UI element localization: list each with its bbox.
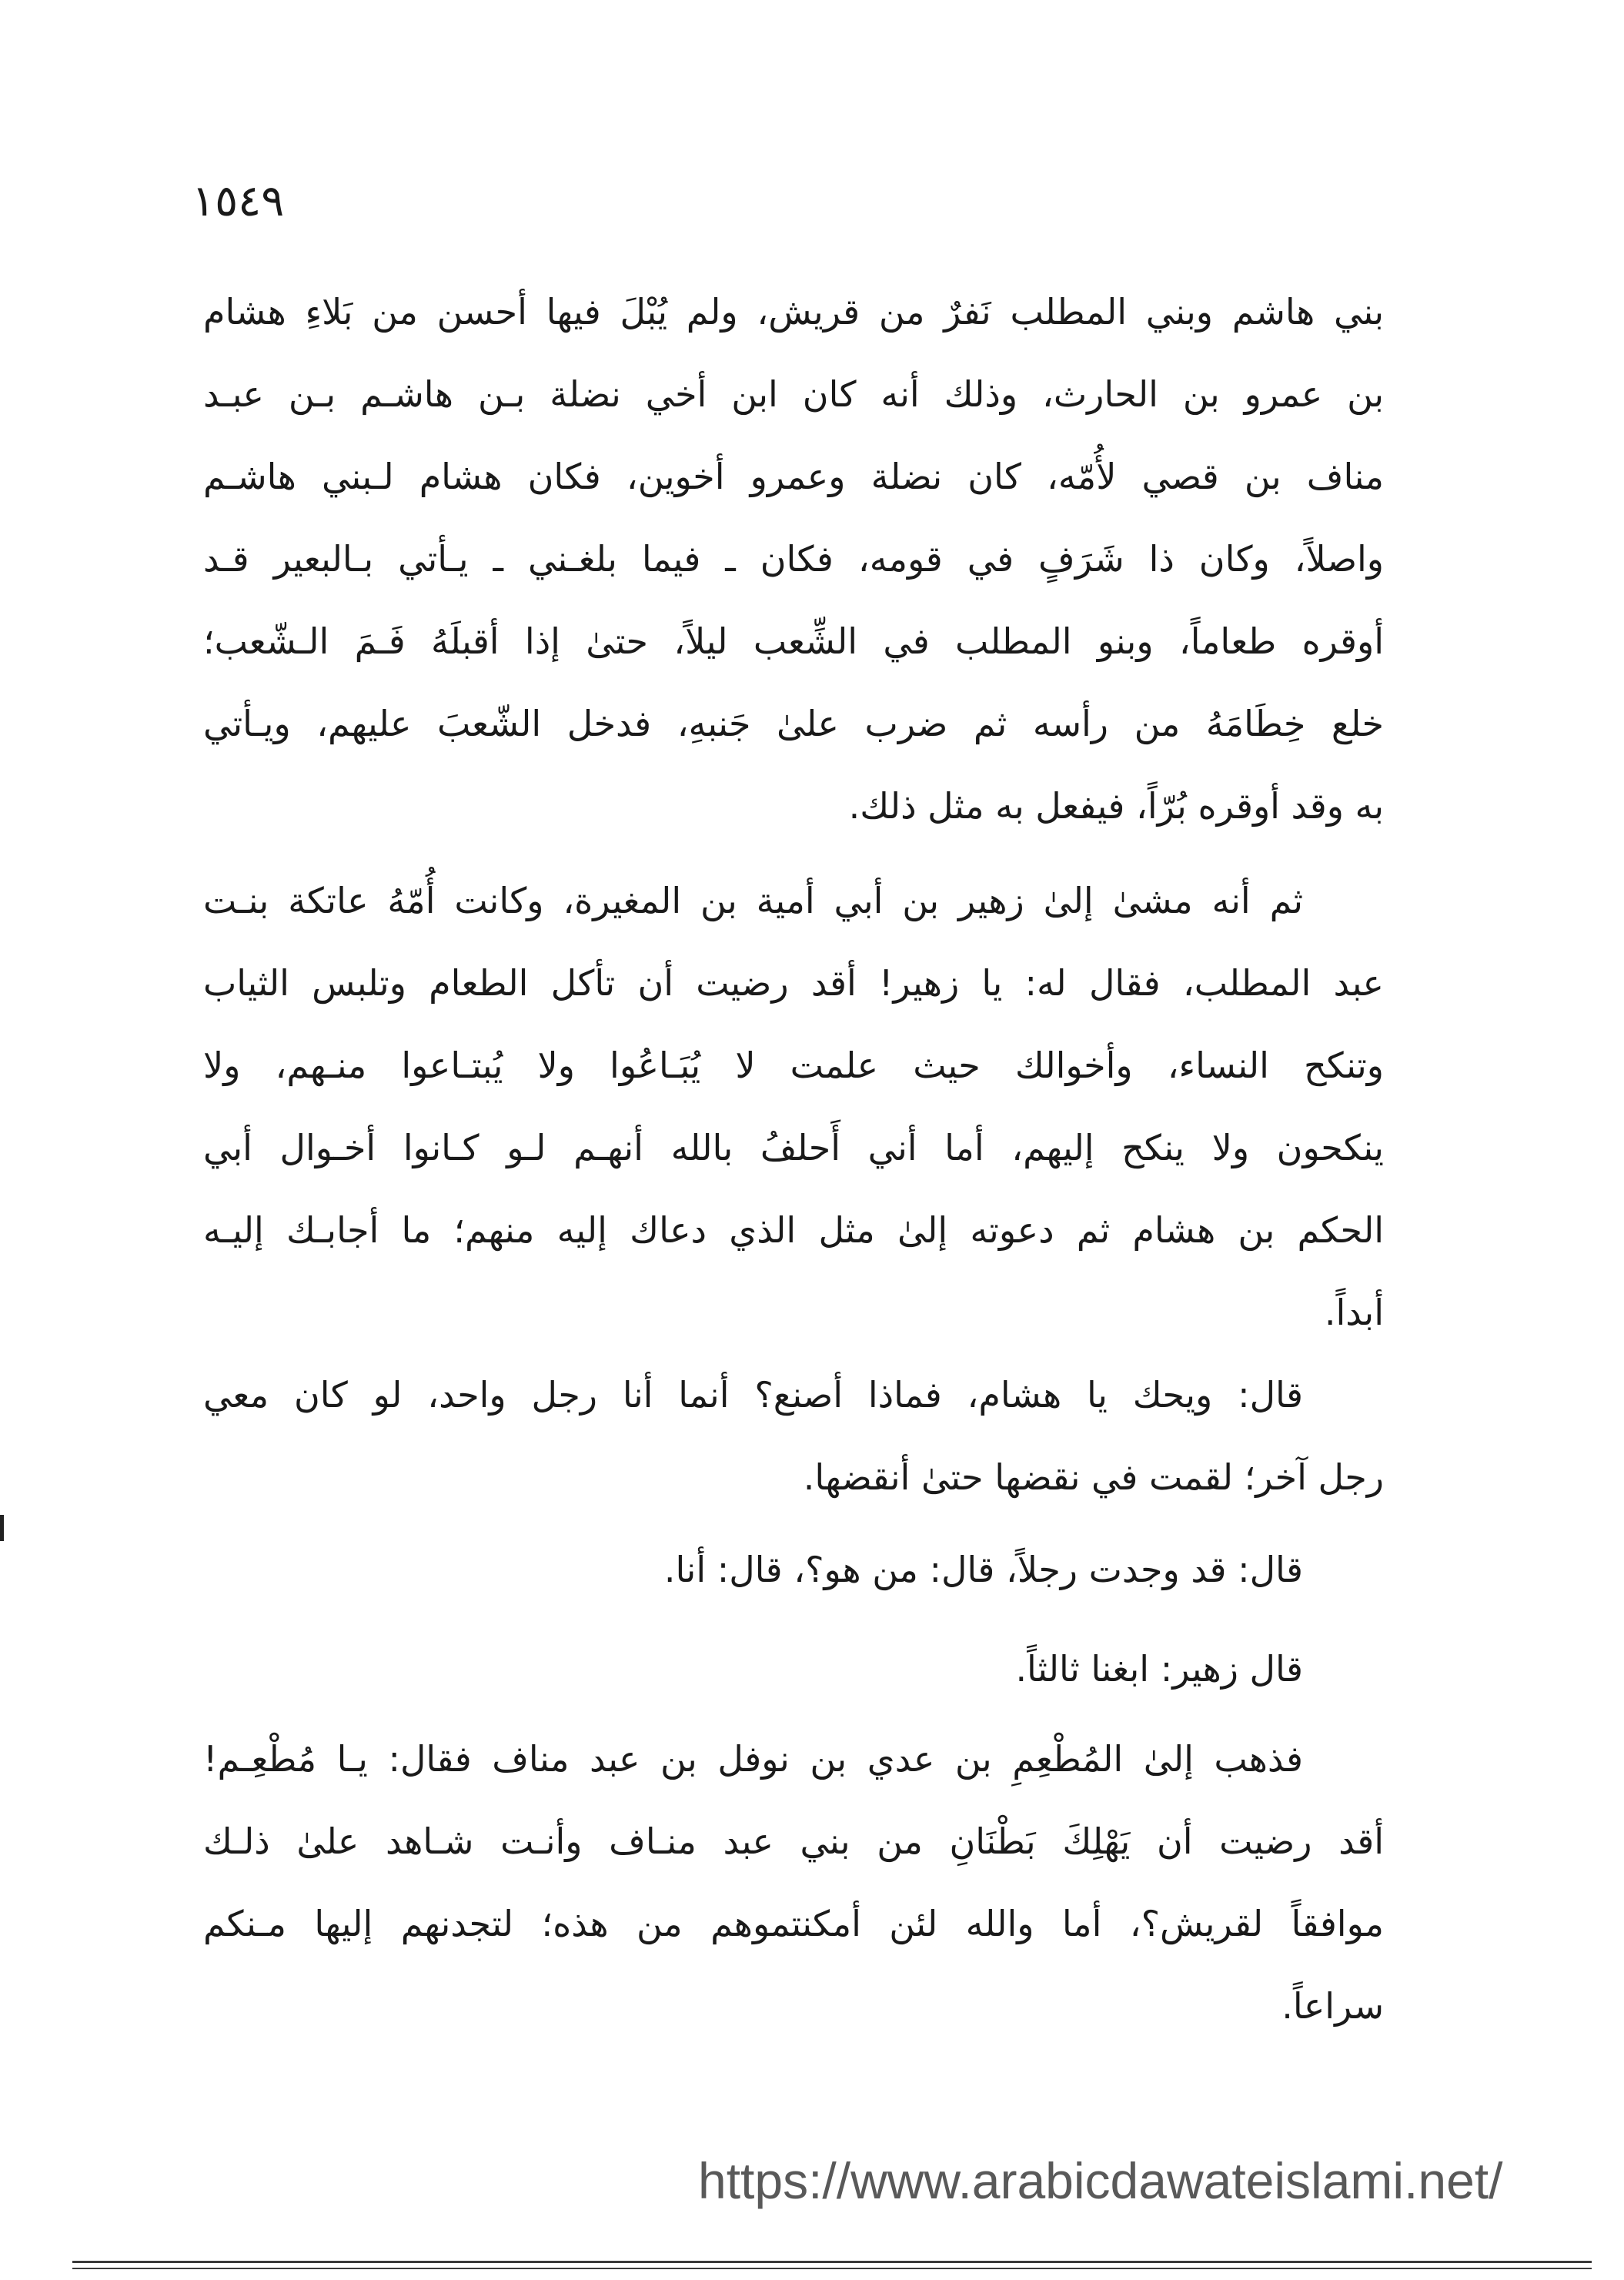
- text-line: بني هاشم وبني المطلب نَفرٌ من قريش، ولم يُبْلَ فيها أحسن من بَلاءِ هشام: [203, 291, 1384, 333]
- text-line: قال: ويحك يا هشام، فماذا أصنع؟ أنما أنا رجل واحد، لو كان معي: [203, 1374, 1303, 1416]
- text-line: خلع خِطَامَهُ من رأسه ثم ضرب علىٰ جَنبهِ، فدخل الشّعبَ عليهم، ويـأتي: [203, 703, 1384, 744]
- page-number: ١٥٤٩: [192, 176, 285, 226]
- text-line: أبداً.: [1324, 1292, 1384, 1333]
- text-line: فذهب إلىٰ المُطْعِمِ بن عدي بن نوفل بن عبد مناف فقال: يـا مُطْعِـم!: [203, 1738, 1303, 1780]
- scan-edge-mark: [0, 1515, 4, 1541]
- text-line: وتنكح النساء، وأخوالك حيث علمت لا يُبَـاعُوا ولا يُبتـاعوا منـهم، ولا: [203, 1045, 1384, 1086]
- paragraph: [203, 1718, 1384, 2048]
- paragraph: [203, 860, 1384, 1354]
- text-line: بن عمرو بن الحارث، وذلك أنه كان ابن أخي نضلة بـن هاشـم بـن عبـد: [203, 373, 1384, 415]
- text-line: رجل آخر؛ لقمت في نقضها حتىٰ أنقضها.: [803, 1456, 1384, 1498]
- text-line: ثم أنه مشىٰ إلىٰ زهير بن أبي أمية بن المغيرة، وكانت أُمّهُ عاتكة بنـت: [203, 880, 1303, 921]
- text-line: سراعاً.: [1281, 1985, 1384, 2027]
- text-line: قال: قد وجدت رجلاً، قال: من هو؟، قال: أنا.: [663, 1549, 1303, 1590]
- text-line: مناف بن قصي لأُمّه، كان نضلة وعمرو أخوين، فكان هشام لـبني هاشـم: [203, 456, 1384, 497]
- paragraph: [203, 1529, 1384, 1611]
- text-line: الحكم بن هشام ثم دعوته إلىٰ مثل الذي دعاك إليه منهم؛ ما أجابـك إليـه: [203, 1209, 1384, 1251]
- text-line: موافقاً لقريش؟، أما والله لئن أمكنتموهم من هذه؛ لتجدنهم إليها مـنكم: [203, 1903, 1384, 1944]
- source-url-watermark: https://www.arabicdawateislami.net/: [698, 2152, 1503, 2209]
- paragraph: [203, 1628, 1384, 1710]
- paragraph: [203, 271, 1384, 847]
- text-line: أقد رضيت أن يَهْلِكَ بَطْنَانِ من بني عبد منـاف وأنـت شـاهد علىٰ ذلـك: [203, 1820, 1384, 1862]
- footer-rule: [72, 2261, 1592, 2263]
- text-line: ينكحون ولا ينكح إليهم، أما أني أَحلفُ بالله أنهـم لـو كـانوا أخـوال أبي: [203, 1127, 1384, 1168]
- paragraph: [203, 1354, 1384, 1519]
- text-line: واصلاً، وكان ذا شَرَفٍ في قومه، فكان ـ فيما بلغـني ـ يـأتي بـالبعير قـد: [203, 538, 1384, 580]
- text-line: عبد المطلب، فقال له: يا زهير! أقد رضيت أن تأكل الطعام وتلبس الثياب: [203, 962, 1384, 1004]
- text-line: به وقد أوقره بُرّاً، فيفعل به مثل ذلك.: [848, 785, 1384, 827]
- text-line: قال زهير: ابغنا ثالثاً.: [1015, 1648, 1303, 1690]
- text-line: أوقره طعاماً، وبنو المطلب في الشِّعب ليلاً، حتىٰ إذا أقبلَهُ فَـمَ الـشّعب؛: [203, 620, 1384, 662]
- footer-rule: [72, 2268, 1592, 2269]
